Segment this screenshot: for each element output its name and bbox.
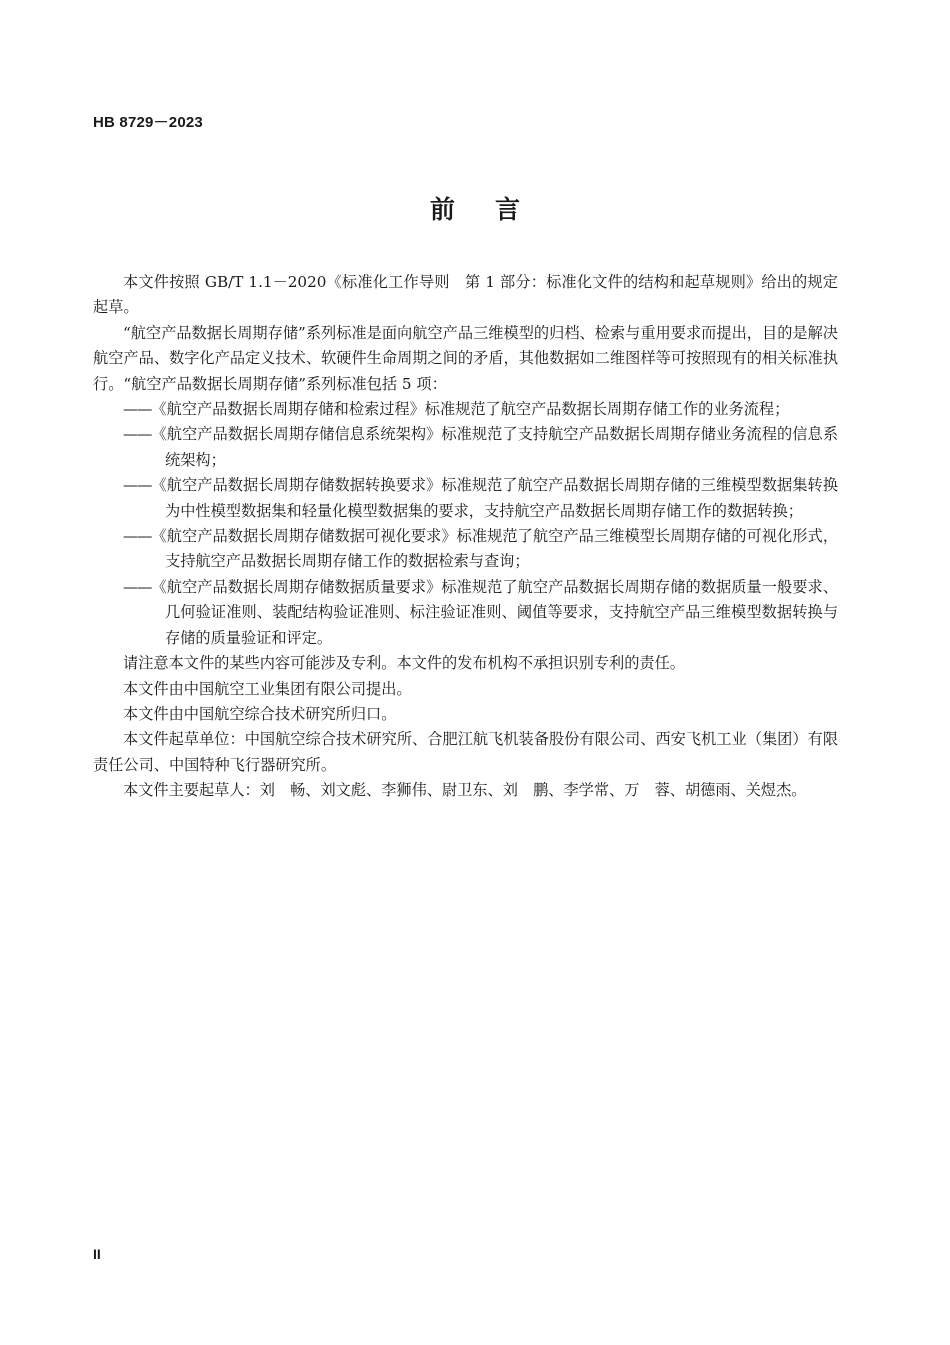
paragraph-administrator: 本文件由中国航空综合技术研究所归口。 bbox=[123, 704, 397, 723]
page-number: II bbox=[93, 1246, 101, 1262]
list-item bbox=[93, 473, 838, 524]
list-item bbox=[93, 575, 838, 651]
paragraph-proposer: 本文件由中国航空工业集团有限公司提出。 bbox=[123, 679, 412, 698]
list-item-text: 《航空产品数据长周期存储数据质量要求》标准规范了航空产品数据长周期存储的数据质量一般要求、几何验证准则、装配结构验证准则、标注验证准则、阈值等要求，支持航空产品三维模型数据转换与存储的质量验证和评定。 bbox=[151, 577, 838, 647]
dash-marker: —— bbox=[123, 577, 152, 596]
list-item-text: 《航空产品数据长周期存储数据转换要求》标准规范了航空产品数据长周期存储的三维模型数据集转换为中性模型数据集和轻量化模型数据集的要求，支持航空产品数据长周期存储工作的数据转换； bbox=[151, 476, 838, 520]
list-item-text: 《航空产品数据长周期存储和检索过程》标准规范了航空产品数据长周期存储工作的业务流程； bbox=[151, 400, 790, 419]
page-title: 前言 bbox=[429, 195, 560, 224]
dash-marker: —— bbox=[123, 476, 152, 495]
document-id: HB 8729－2023 bbox=[93, 114, 203, 131]
dash-marker: —— bbox=[123, 527, 152, 546]
paragraph-drafting-units: 本文件起草单位：中国航空综合技术研究所、合肥江航飞机装备股份有限公司、西安飞机工业（集团）有限责任公司、中国特种飞行器研究所。 bbox=[93, 730, 838, 774]
list-item-text: 《航空产品数据长周期存储数据可视化要求》标准规范了航空产品三维模型长周期存储的可视化形式，支持航空产品数据长周期存储工作的数据检索与查询； bbox=[151, 527, 838, 571]
dash-marker: —— bbox=[123, 425, 152, 444]
paragraph-patent-notice: 请注意本文件的某些内容可能涉及专利。本文件的发布机构不承担识别专利的责任。 bbox=[123, 654, 685, 673]
paragraph-drafting-rules: 本文件按照 GB/T 1.1－2020《标准化工作导则 第 1 部分：标准化文件的结构和起草规则》给出的规定起草。 bbox=[93, 273, 838, 317]
foreword-body bbox=[93, 270, 838, 804]
paragraph-drafters: 本文件主要起草人：刘 畅、刘文彪、李狮伟、尉卫东、刘 鹏、李学常、万 蓉、胡德雨、关煜杰。 bbox=[123, 781, 807, 800]
paragraph-series-intro: “航空产品数据长周期存储”系列标准是面向航空产品三维模型的归档、检索与重用要求而提出，目的是解决航空产品、数字化产品定义技术、软硬件生命周期之间的矛盾，其他数据如二维图样等可按照现有的相关标准执行。“航空产品数据长周期存储”系列标准包括 5 项： bbox=[93, 323, 838, 393]
list-item-text: 《航空产品数据长周期存储信息系统架构》标准规范了支持航空产品数据长周期存储业务流程的信息系统架构； bbox=[151, 425, 838, 469]
dash-marker: —— bbox=[123, 400, 152, 419]
list-item bbox=[93, 422, 838, 473]
list-item bbox=[93, 397, 838, 422]
list-item bbox=[93, 524, 838, 575]
